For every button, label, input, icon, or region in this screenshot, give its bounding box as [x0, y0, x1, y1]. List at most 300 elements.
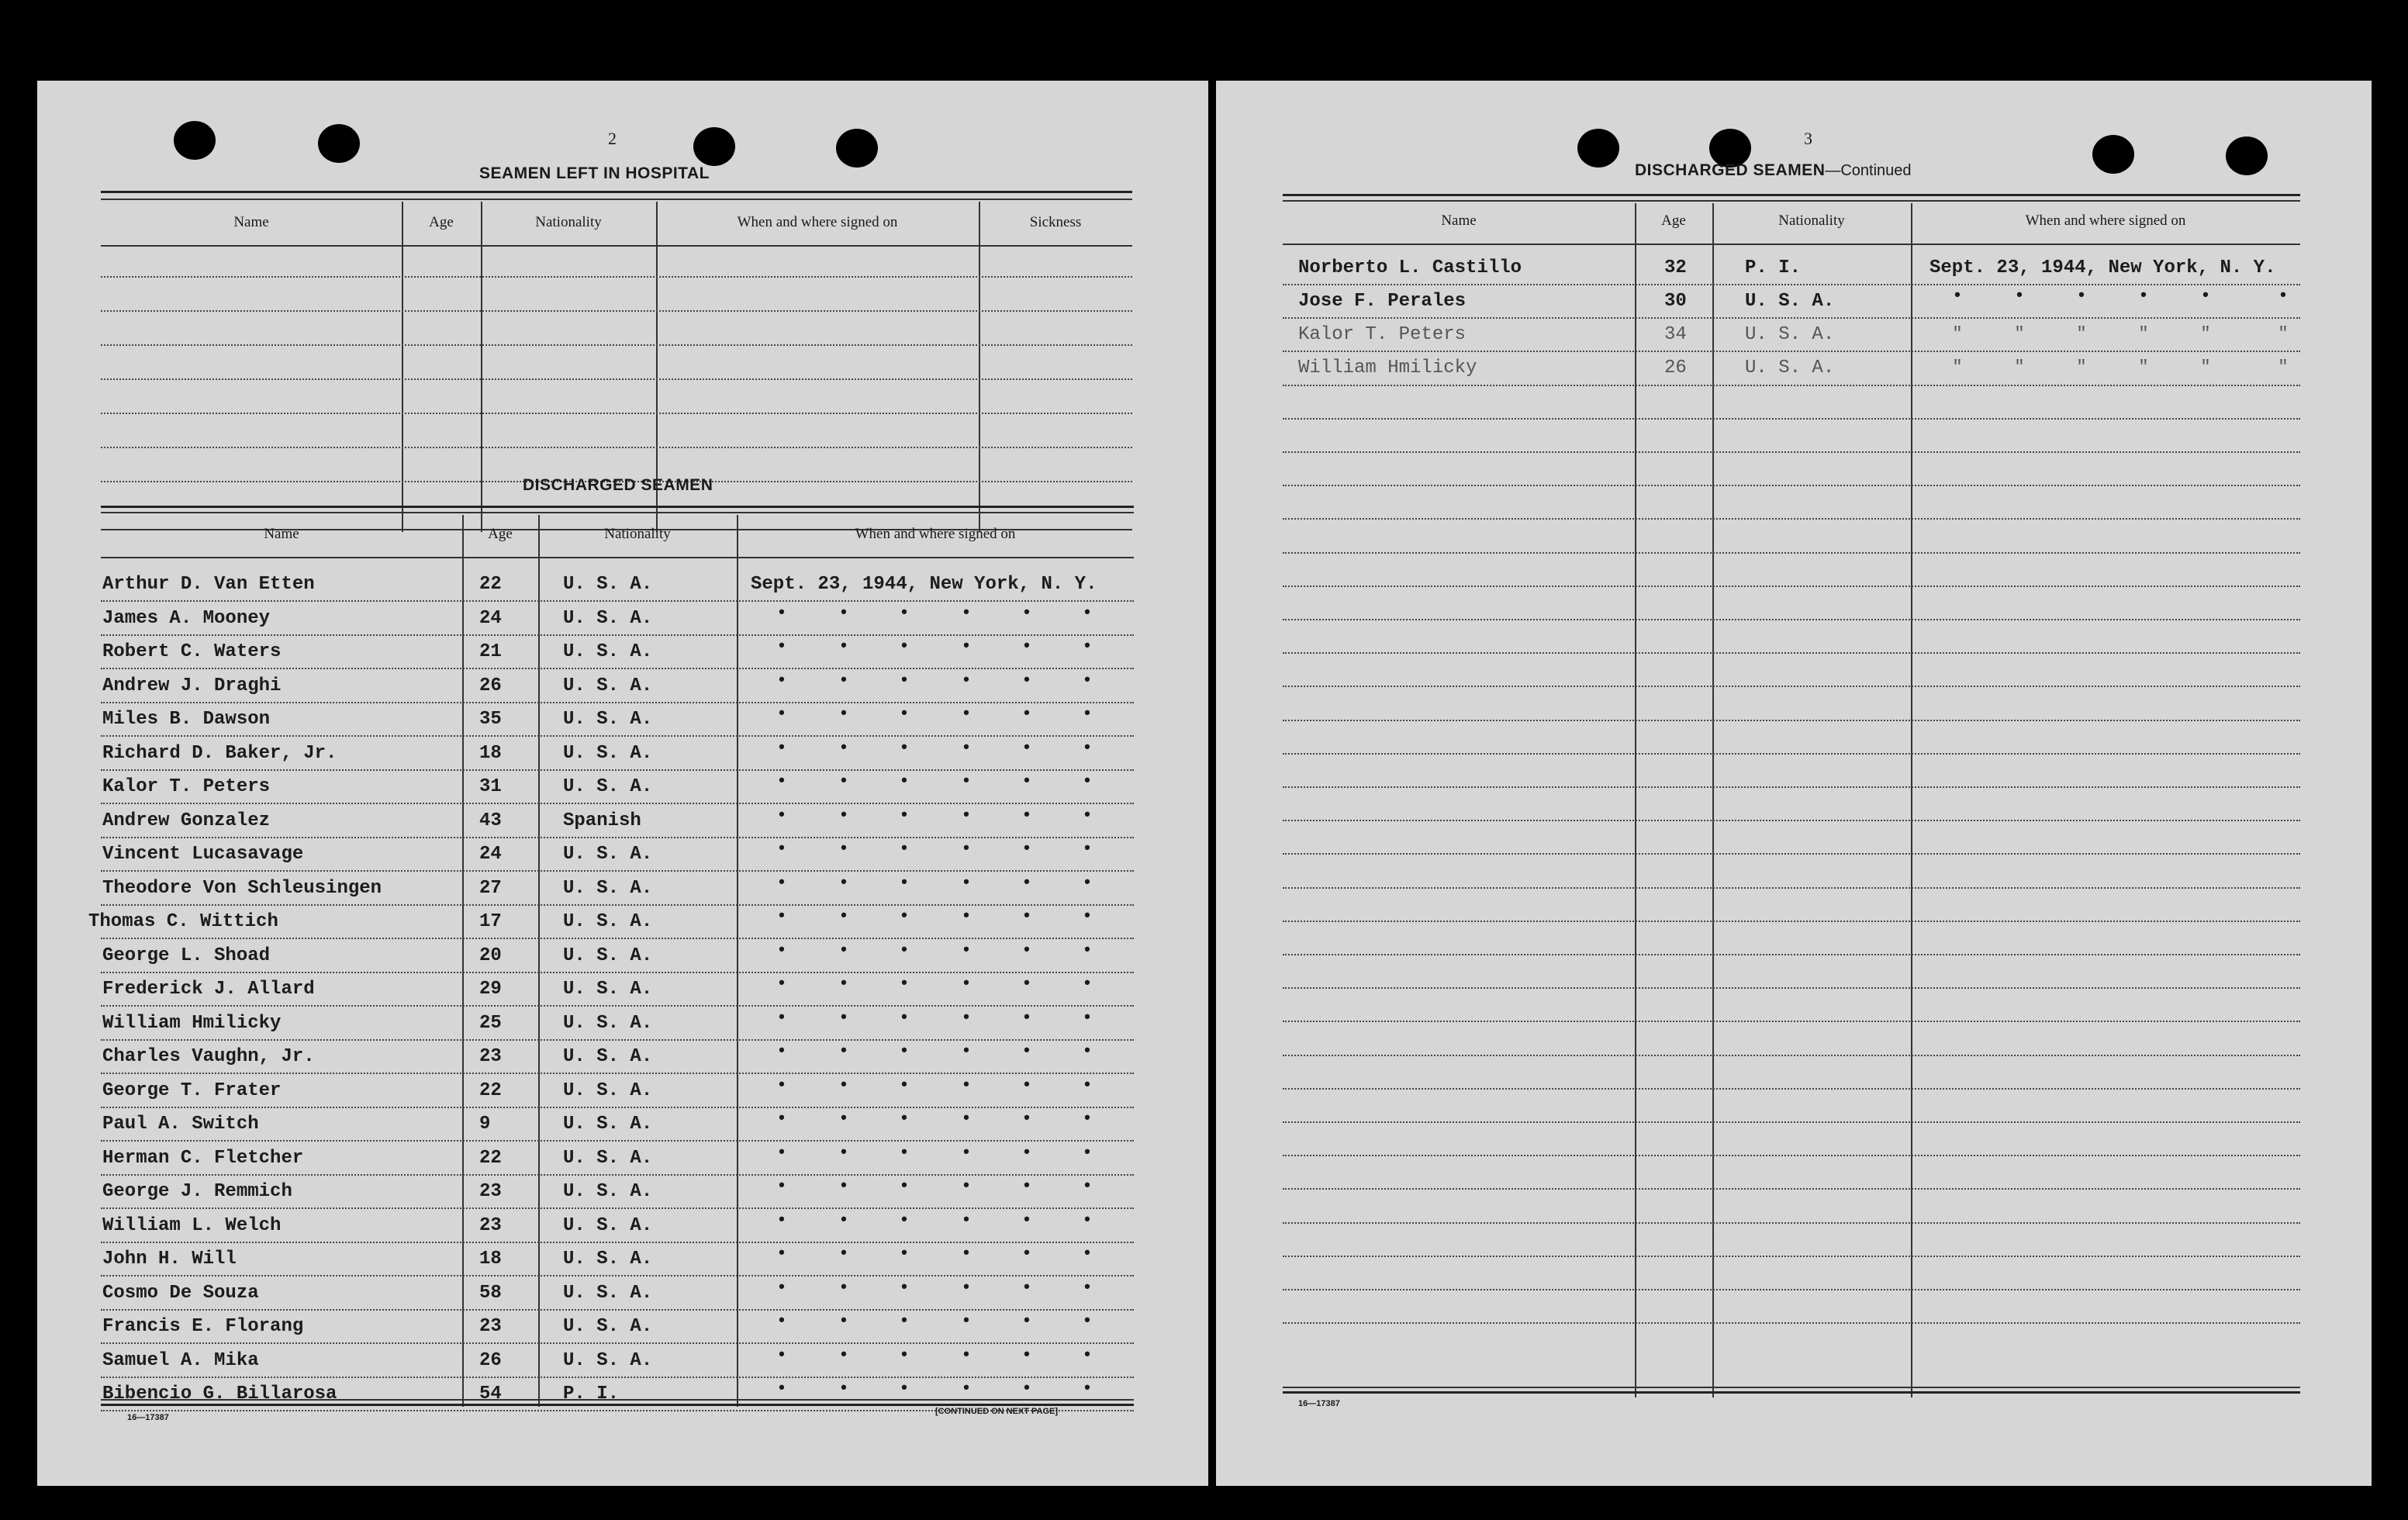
seaman-name: Kalor T. Peters: [1298, 324, 1467, 345]
ditto-mark: •: [776, 839, 787, 858]
ditto-mark: ": [2200, 324, 2211, 344]
row-line: [1283, 1289, 2300, 1290]
row-line: [1283, 1256, 2300, 1257]
ditto-mark: •: [961, 940, 972, 960]
ditto-mark: •: [1082, 1345, 1093, 1365]
seaman-age: 24: [479, 607, 502, 629]
rule-bottom-outer: [101, 1404, 1134, 1406]
column-divider: [402, 202, 403, 532]
row-line: [101, 1107, 1134, 1108]
ditto-mark: •: [838, 1142, 849, 1162]
ditto-mark: •: [776, 738, 787, 758]
ditto-mark: •: [1021, 1142, 1032, 1162]
page-number: 2: [608, 129, 617, 148]
row-line: [1283, 418, 2300, 420]
ditto-mark: •: [1082, 872, 1093, 893]
ditto-mark: •: [838, 1311, 849, 1331]
seaman-nationality: U. S. A.: [563, 776, 653, 797]
row-line: [1283, 485, 2300, 486]
seaman-nationality: U. S. A.: [563, 911, 653, 932]
row-line: [101, 1309, 1134, 1311]
row-line: [1283, 284, 2300, 285]
seaman-name: Vincent Lucasavage: [102, 844, 304, 865]
ditto-mark: •: [776, 1075, 787, 1095]
row-line: [101, 837, 1134, 838]
header-rule: [101, 245, 1132, 247]
ditto-mark: •: [776, 1176, 787, 1196]
seaman-nationality: U. S. A.: [563, 1181, 653, 1202]
continued-section-title: DISCHARGED SEAMEN—Continued: [1635, 161, 1912, 179]
row-line: [1283, 1222, 2300, 1224]
seaman-nationality: U. S. A.: [563, 1012, 653, 1034]
seaman-name: Francis E. Florang: [102, 1316, 304, 1337]
ditto-mark: •: [838, 974, 849, 993]
ditto-mark: •: [776, 872, 787, 893]
seaman-nationality: U. S. A.: [563, 945, 653, 966]
seaman-nationality: U. S. A.: [563, 1114, 653, 1135]
ditto-mark: •: [838, 1277, 849, 1297]
row-line: [101, 702, 1134, 703]
ditto-mark: ": [2076, 358, 2087, 377]
column-header: Age: [429, 214, 454, 230]
ditto-mark: •: [776, 704, 787, 724]
seaman-age: 23: [479, 1316, 502, 1337]
rule-top: [1283, 194, 2300, 196]
ditto-mark: •: [838, 1109, 849, 1128]
row-line: [1283, 686, 2300, 687]
ditto-mark: •: [1021, 872, 1032, 893]
ditto-mark: ": [2278, 358, 2289, 377]
row-line: [101, 1275, 1134, 1276]
ditto-mark: •: [1082, 738, 1093, 758]
ditto-mark: •: [776, 1244, 787, 1263]
seaman-age: 30: [1664, 291, 1687, 312]
continued-note: [CONTINUED ON NEXT PAGE]: [935, 1407, 1059, 1416]
ditto-mark: •: [1082, 1244, 1093, 1263]
seaman-name: Herman C. Fletcher: [102, 1147, 304, 1169]
ditto-mark: •: [899, 1345, 910, 1365]
ditto-mark: •: [961, 1007, 972, 1028]
row-line: [1283, 619, 2300, 620]
ditto-mark: •: [2014, 286, 2025, 306]
ditto-mark: •: [838, 1007, 849, 1028]
column-divider: [462, 515, 464, 1407]
ditto-mark: •: [1021, 1244, 1032, 1263]
row-line: [1283, 1088, 2300, 1090]
ditto-mark: •: [1082, 907, 1093, 926]
ditto-mark: ": [1952, 324, 1963, 344]
ditto-mark: •: [899, 738, 910, 758]
ditto-mark: •: [838, 1345, 849, 1365]
ditto-mark: •: [899, 637, 910, 656]
row-line: [101, 413, 1132, 414]
ditto-mark: •: [1082, 1311, 1093, 1331]
ditto-mark: •: [961, 704, 972, 724]
seaman-nationality: U. S. A.: [563, 1214, 653, 1236]
ditto-mark: •: [899, 772, 910, 791]
seaman-name: George J. Remmich: [102, 1181, 292, 1202]
ditto-mark: •: [1021, 1007, 1032, 1028]
ditto-mark: •: [776, 940, 787, 960]
ditto-mark: •: [776, 772, 787, 791]
row-line: [101, 600, 1134, 602]
ditto-mark: •: [961, 670, 972, 690]
ditto-mark: •: [776, 1379, 787, 1398]
seaman-name: John H. Will: [102, 1249, 237, 1270]
row-line: [1283, 1188, 2300, 1190]
column-divider: [481, 202, 482, 532]
ditto-mark: •: [961, 603, 972, 623]
punch-hole: [174, 121, 216, 160]
row-line: [1283, 921, 2300, 922]
punch-hole: [318, 124, 360, 163]
ditto-mark: •: [1021, 738, 1032, 758]
ditto-mark: •: [838, 940, 849, 960]
seaman-age: 32: [1664, 257, 1687, 278]
ditto-mark: •: [1082, 805, 1093, 825]
ditto-mark: •: [1021, 603, 1032, 623]
ditto-mark: •: [1021, 805, 1032, 825]
row-line: [1283, 954, 2300, 955]
ditto-mark: •: [1082, 1176, 1093, 1196]
seaman-name: Samuel A. Mika: [102, 1349, 259, 1371]
ditto-mark: •: [1082, 704, 1093, 724]
row-line: [101, 904, 1134, 906]
ditto-mark: •: [1021, 974, 1032, 993]
column-header: When and where signed on: [855, 526, 1016, 542]
seaman-age: 25: [479, 1012, 502, 1034]
ditto-mark: •: [838, 1176, 849, 1196]
row-line: [1283, 451, 2300, 453]
ditto-mark: •: [776, 1210, 787, 1230]
ditto-mark: •: [899, 1075, 910, 1095]
row-line: [101, 634, 1134, 636]
ditto-mark: •: [1082, 1379, 1093, 1398]
ditto-mark: •: [838, 738, 849, 758]
ditto-mark: •: [899, 839, 910, 858]
ditto-mark: ": [2138, 324, 2149, 344]
ditto-mark: •: [838, 1210, 849, 1230]
seaman-age: 18: [479, 1249, 502, 1270]
ditto-mark: •: [1021, 1176, 1032, 1196]
ditto-mark: •: [1082, 1042, 1093, 1061]
ditto-mark: •: [1021, 637, 1032, 656]
ditto-mark: •: [1021, 704, 1032, 724]
ditto-mark: •: [1021, 1311, 1032, 1331]
ditto-mark: •: [899, 1109, 910, 1128]
ditto-mark: •: [899, 1311, 910, 1331]
seaman-nationality: U. S. A.: [563, 1282, 653, 1304]
row-line: [101, 803, 1134, 804]
ditto-mark: •: [2076, 286, 2087, 306]
ditto-mark: •: [838, 1042, 849, 1061]
ditto-mark: •: [776, 1277, 787, 1297]
row-line: [101, 870, 1134, 872]
seaman-age: 22: [479, 1147, 502, 1169]
seaman-name: Charles Vaughn, Jr.: [102, 1046, 315, 1067]
ditto-mark: •: [1082, 1007, 1093, 1028]
ditto-mark: •: [899, 1244, 910, 1263]
ditto-mark: •: [1082, 637, 1093, 656]
seaman-name: James A. Mooney: [102, 607, 271, 629]
ditto-mark: •: [899, 974, 910, 993]
form-number: 16—17387: [127, 1413, 169, 1422]
row-line: [1283, 720, 2300, 721]
ditto-mark: •: [776, 1042, 787, 1061]
row-line: [1283, 1055, 2300, 1056]
column-header: Name: [233, 214, 269, 230]
ditto-mark: •: [899, 1042, 910, 1061]
ditto-mark: •: [1021, 1345, 1032, 1365]
row-line: [1283, 1155, 2300, 1156]
row-line: [1283, 820, 2300, 821]
column-header: Sickness: [1029, 214, 1082, 230]
seaman-name: Kalor T. Peters: [102, 776, 271, 797]
ditto-mark: •: [899, 907, 910, 926]
seaman-name: Norberto L. Castillo: [1298, 257, 1522, 278]
ditto-mark: •: [838, 637, 849, 656]
rule-top-inner: [1283, 200, 2300, 202]
seaman-age: 23: [479, 1214, 502, 1236]
column-divider: [1635, 203, 1636, 1397]
row-line: [1283, 1121, 2300, 1123]
seaman-age: 23: [479, 1181, 502, 1202]
ditto-mark: •: [776, 974, 787, 993]
ditto-mark: •: [838, 704, 849, 724]
row-line: [101, 276, 1132, 278]
ditto-mark: •: [961, 1379, 972, 1398]
ditto-mark: •: [899, 1176, 910, 1196]
seaman-age: 23: [479, 1046, 502, 1067]
seaman-nationality: U. S. A.: [563, 1349, 653, 1371]
seaman-name: Paul A. Switch: [102, 1114, 259, 1135]
seaman-age: 29: [479, 979, 502, 1000]
seaman-nationality: U. S. A.: [563, 877, 653, 899]
ditto-mark: •: [961, 1109, 972, 1128]
ditto-mark: •: [1021, 839, 1032, 858]
row-line: [101, 1005, 1134, 1007]
ditto-mark: •: [961, 637, 972, 656]
ditto-mark: •: [899, 805, 910, 825]
seaman-nationality: U. S. A.: [1745, 358, 1835, 378]
column-header: Age: [488, 526, 513, 542]
ditto-mark: •: [1021, 670, 1032, 690]
ditto-mark: •: [776, 1142, 787, 1162]
ditto-mark: •: [776, 670, 787, 690]
ditto-mark: •: [838, 772, 849, 791]
punch-hole: [1577, 129, 1619, 168]
seaman-nationality: U. S. A.: [563, 641, 653, 662]
ditto-mark: •: [1082, 772, 1093, 791]
ditto-mark: •: [961, 738, 972, 758]
ditto-mark: ": [2014, 358, 2025, 377]
row-line: [101, 1342, 1134, 1344]
seaman-name: George L. Shoad: [102, 945, 271, 966]
form-number: 16—17387: [1298, 1399, 1340, 1408]
column-divider: [979, 202, 980, 532]
seaman-name: Andrew J. Draghi: [102, 675, 282, 696]
seaman-nationality: U. S. A.: [563, 709, 653, 730]
row-line: [101, 1377, 1134, 1378]
column-header: When and where signed on: [737, 214, 898, 230]
ditto-mark: •: [1021, 1042, 1032, 1061]
seaman-nationality: U. S. A.: [563, 1080, 653, 1101]
ditto-mark: •: [961, 1142, 972, 1162]
ditto-mark: •: [2278, 286, 2289, 306]
row-line: [1283, 518, 2300, 520]
row-line: [101, 1242, 1134, 1243]
ditto-mark: •: [838, 603, 849, 623]
seaman-age: 27: [479, 877, 502, 899]
rule-top: [101, 191, 1132, 193]
seaman-age: 26: [479, 1349, 502, 1371]
seaman-age: 26: [479, 675, 502, 696]
row-line: [1283, 1322, 2300, 1324]
seaman-name: Bibencio G. Billarosa: [102, 1384, 337, 1404]
row-line: [1283, 987, 2300, 989]
row-line: [1283, 652, 2300, 654]
ditto-mark: •: [1082, 940, 1093, 960]
ditto-mark: •: [961, 772, 972, 791]
seaman-age: 43: [479, 810, 502, 831]
ditto-mark: •: [1021, 940, 1032, 960]
row-line: [1283, 1021, 2300, 1022]
ditto-mark: •: [2138, 286, 2149, 306]
seaman-age: 31: [479, 776, 502, 797]
ditto-mark: •: [961, 1042, 972, 1061]
seaman-age: 35: [479, 709, 502, 730]
seaman-name: William L. Welch: [102, 1214, 282, 1236]
row-line: [1283, 317, 2300, 319]
ditto-mark: •: [1082, 839, 1093, 858]
row-line: [101, 769, 1134, 771]
column-header: Nationality: [604, 526, 671, 542]
seaman-age: 18: [479, 742, 502, 764]
hospital-section-title: SEAMEN LEFT IN HOSPITAL: [479, 164, 710, 182]
row-line: [101, 938, 1134, 939]
column-header: Name: [264, 526, 299, 542]
row-line: [1283, 786, 2300, 788]
punch-hole: [2226, 136, 2268, 175]
ditto-mark: •: [899, 704, 910, 724]
seaman-name: Miles B. Dawson: [102, 709, 271, 730]
seaman-age: 26: [1664, 358, 1687, 378]
ditto-mark: ": [2076, 324, 2087, 344]
seaman-nationality: U. S. A.: [563, 844, 653, 865]
ditto-mark: •: [838, 1379, 849, 1398]
ditto-mark: •: [838, 670, 849, 690]
page-number: 3: [1804, 129, 1812, 148]
ditto-mark: •: [776, 1109, 787, 1128]
ditto-mark: •: [961, 1210, 972, 1230]
ditto-mark: •: [1021, 1379, 1032, 1398]
row-line: [101, 310, 1132, 312]
ditto-mark: •: [961, 1277, 972, 1297]
seaman-nationality: U. S. A.: [1745, 324, 1835, 345]
ditto-mark: •: [899, 1142, 910, 1162]
ditto-mark: •: [899, 670, 910, 690]
seaman-age: 24: [479, 844, 502, 865]
punch-hole: [836, 129, 878, 168]
signed-on: Sept. 23, 1944, New York, N. Y.: [751, 574, 1097, 595]
ditto-mark: •: [899, 603, 910, 623]
row-line: [1283, 753, 2300, 755]
rule-top: [101, 506, 1134, 508]
column-header: Nationality: [1778, 212, 1845, 229]
column-divider: [1712, 203, 1714, 1397]
seaman-age: 34: [1664, 324, 1687, 345]
ditto-mark: •: [899, 1277, 910, 1297]
seaman-nationality: U. S. A.: [563, 742, 653, 764]
ditto-mark: •: [776, 1345, 787, 1365]
ditto-mark: •: [961, 974, 972, 993]
ditto-mark: •: [961, 839, 972, 858]
seaman-nationality: U. S. A.: [563, 574, 653, 595]
ditto-mark: •: [1082, 974, 1093, 993]
column-header: Name: [1441, 212, 1477, 229]
seaman-name: Robert C. Waters: [102, 641, 282, 662]
seaman-name: Jose F. Perales: [1298, 291, 1467, 312]
row-line: [101, 447, 1132, 448]
seaman-nationality: Spanish: [563, 810, 641, 831]
seaman-name: Theodore Von Schleusingen: [102, 877, 382, 899]
ditto-mark: •: [961, 1244, 972, 1263]
seaman-nationality: U. S. A.: [1745, 291, 1835, 312]
seaman-nationality: U. S. A.: [563, 979, 653, 1000]
seaman-name: Thomas C. Wittich: [88, 911, 278, 932]
seaman-age: 21: [479, 641, 502, 662]
ditto-mark: •: [1082, 1210, 1093, 1230]
ditto-mark: •: [776, 1007, 787, 1028]
ditto-mark: •: [961, 907, 972, 926]
column-header: Nationality: [535, 214, 602, 230]
ditto-mark: •: [776, 1311, 787, 1331]
seaman-name: William Hmilicky: [102, 1012, 282, 1034]
right-page: [1216, 81, 2372, 1486]
ditto-mark: •: [961, 872, 972, 893]
seaman-nationality: P. I.: [1745, 257, 1802, 278]
row-line: [101, 378, 1132, 380]
row-line: [101, 1140, 1134, 1142]
rule-top-inner: [101, 512, 1134, 513]
punch-hole: [693, 127, 735, 166]
ditto-mark: •: [838, 805, 849, 825]
seaman-nationality: U. S. A.: [563, 675, 653, 696]
row-line: [101, 1174, 1134, 1176]
ditto-mark: •: [1021, 1210, 1032, 1230]
seaman-nationality: U. S. A.: [563, 1046, 653, 1067]
ditto-mark: •: [961, 1075, 972, 1095]
ditto-mark: ": [2014, 324, 2025, 344]
seaman-name: Andrew Gonzalez: [102, 810, 271, 831]
ditto-mark: •: [1082, 670, 1093, 690]
seaman-age: 17: [479, 911, 502, 932]
seaman-age: 22: [479, 574, 502, 595]
signed-on: Sept. 23, 1944, New York, N. Y.: [1930, 257, 2276, 278]
ditto-mark: •: [899, 872, 910, 893]
column-header: Age: [1661, 212, 1686, 229]
rule-bottom: [101, 1399, 1134, 1401]
seaman-name: Cosmo De Souza: [102, 1282, 259, 1304]
header-rule: [101, 557, 1134, 558]
ditto-mark: •: [2200, 286, 2211, 306]
ditto-mark: •: [961, 805, 972, 825]
ditto-mark: •: [1021, 1277, 1032, 1297]
ditto-mark: •: [1021, 907, 1032, 926]
rule-bottom-outer: [1283, 1391, 2300, 1394]
row-line: [1283, 351, 2300, 352]
seaman-nationality: U. S. A.: [563, 1249, 653, 1270]
